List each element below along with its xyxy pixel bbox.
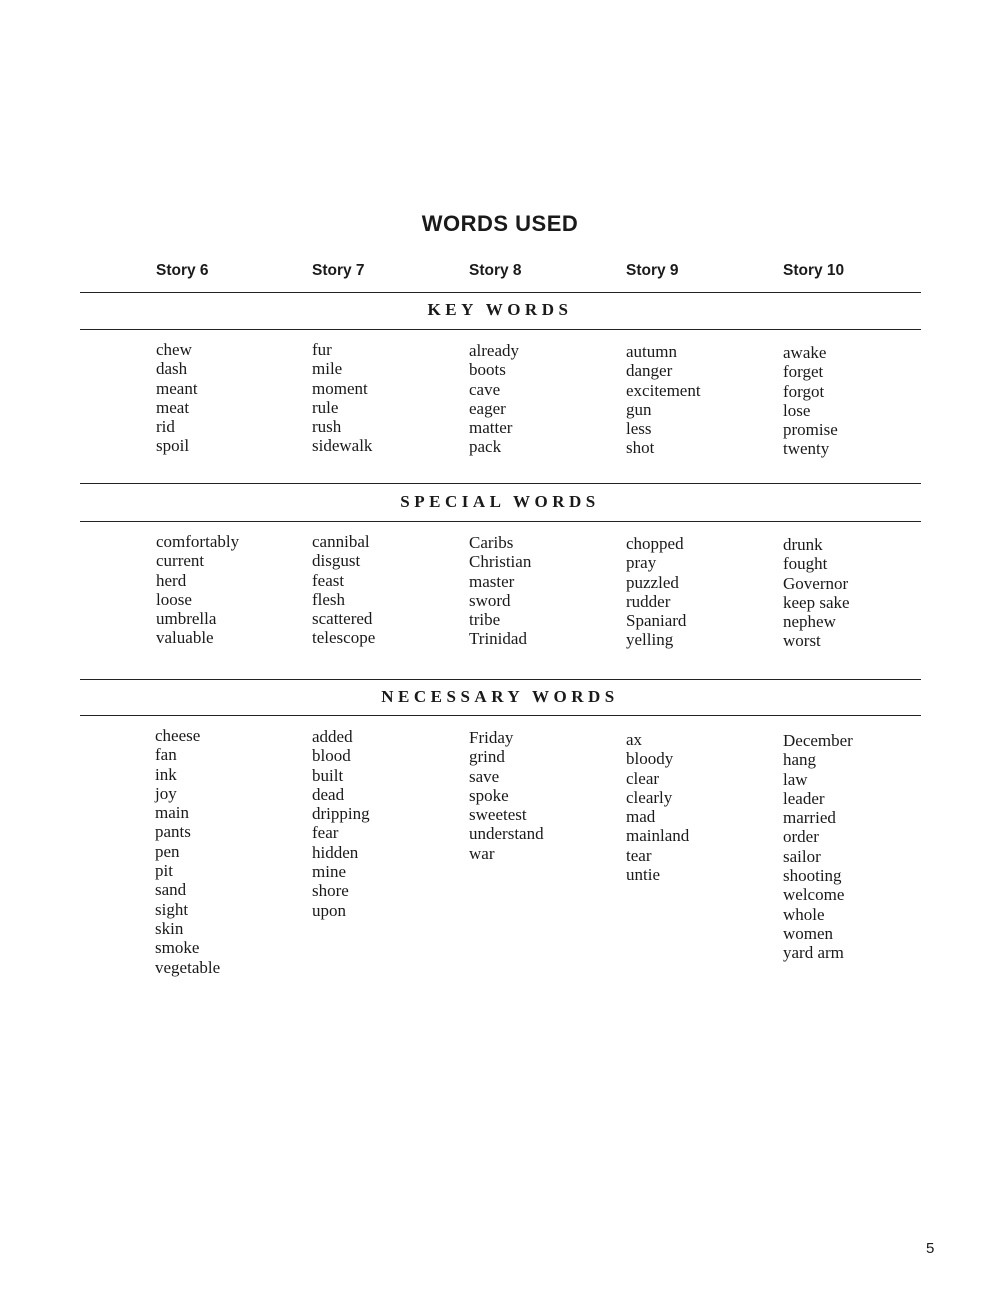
word-entry: grind	[469, 747, 505, 767]
special-words-story-6	[156, 532, 239, 648]
word-entry: clear	[626, 768, 660, 788]
word-entry: joy	[155, 783, 177, 803]
word-entry: hang	[783, 750, 817, 770]
word-entry: tear	[626, 845, 652, 865]
column-header-story-7: Story 7	[312, 262, 365, 279]
column-header-story-10: Story 10	[783, 262, 845, 279]
word-entry: fan	[155, 745, 177, 765]
word-entry: shooting	[783, 866, 842, 886]
word-entry: yelling	[626, 630, 674, 650]
word-entry: gun	[626, 399, 652, 419]
word-entry: puzzled	[626, 572, 679, 592]
word-entry: less	[626, 419, 652, 439]
word-entry: master	[469, 571, 515, 591]
word-entry: meant	[156, 378, 198, 398]
special-words-story-8	[469, 533, 531, 649]
word-entry: shot	[626, 438, 655, 458]
word-entry: women	[783, 923, 834, 943]
column-header-story-6: Story 6	[156, 262, 209, 279]
word-entry: smoke	[155, 938, 200, 958]
word-entry: mine	[312, 862, 346, 882]
word-entry: lose	[783, 400, 811, 420]
special-words-story-7	[312, 532, 375, 648]
word-entry: comfortably	[156, 532, 240, 551]
column-header-story-9: Story 9	[626, 262, 679, 279]
word-entry: drunk	[783, 535, 823, 554]
word-entry: fur	[312, 340, 332, 359]
word-entry: bloody	[626, 749, 674, 769]
word-entry: Friday	[469, 728, 514, 747]
key-words-story-9	[626, 342, 701, 458]
word-entry: rule	[312, 397, 339, 417]
word-entry: cave	[469, 379, 501, 399]
word-entry: sweetest	[469, 805, 527, 825]
special-words-story-10	[783, 535, 850, 651]
word-entry: whole	[783, 904, 825, 924]
word-entry: added	[312, 727, 353, 746]
word-entry: autumn	[626, 342, 677, 361]
necessary-words-story-7	[312, 727, 370, 920]
word-entry: rudder	[626, 591, 671, 611]
word-entry: pray	[626, 553, 657, 573]
word-entry: forgot	[783, 381, 825, 401]
word-entry: rush	[312, 417, 342, 437]
page-title: WORDS USED	[421, 211, 579, 236]
word-entry: tribe	[469, 610, 501, 630]
word-entry: Caribs	[469, 533, 514, 552]
word-entry: untie	[626, 865, 660, 885]
word-entry: Christian	[469, 552, 532, 572]
word-entry: current	[156, 551, 205, 571]
word-entry: save	[469, 766, 500, 786]
word-entry: fear	[312, 823, 339, 843]
divider-rule	[80, 483, 921, 484]
word-entry: sailor	[783, 846, 821, 866]
word-entry: pit	[155, 861, 173, 881]
word-entry: spoke	[469, 785, 509, 805]
word-entry: sidewalk	[312, 436, 373, 456]
word-entry: forget	[783, 362, 824, 382]
word-entry: boots	[469, 360, 506, 380]
word-entry: telescope	[312, 628, 376, 648]
word-entry: disgust	[312, 551, 361, 571]
page-number: 5	[926, 1240, 935, 1257]
word-entry: dash	[156, 359, 188, 379]
column-header-story-8: Story 8	[469, 262, 522, 279]
word-entry: Trinidad	[469, 629, 527, 649]
necessary-words-story-9	[626, 730, 689, 884]
word-entry: herd	[156, 570, 187, 590]
word-entry: pack	[469, 437, 502, 457]
key-words-story-8	[469, 341, 519, 457]
word-entry: December	[783, 731, 853, 750]
divider-rule	[80, 679, 921, 680]
section-title-special-words: SPECIAL WORDS	[400, 492, 600, 511]
word-entry: rid	[156, 417, 175, 437]
key-words-story-7	[312, 340, 372, 456]
word-entry: upon	[312, 900, 346, 920]
section-title-necessary-words: NECESSARY WORDS	[381, 687, 619, 706]
word-entry: hidden	[312, 842, 359, 862]
word-entry: law	[783, 769, 808, 789]
word-entry: cannibal	[312, 532, 370, 551]
divider-rule	[80, 292, 921, 293]
word-entry: chopped	[626, 534, 684, 553]
word-entry: promise	[783, 420, 838, 440]
word-entry: umbrella	[156, 609, 217, 629]
word-entry: meat	[156, 397, 190, 417]
word-entry: dead	[312, 784, 345, 804]
word-entry: Governor	[783, 573, 849, 593]
word-entry: mile	[312, 359, 343, 379]
word-entry: nephew	[783, 612, 836, 632]
word-entry: mainland	[626, 826, 690, 846]
word-entry: sight	[155, 899, 189, 919]
word-entry: cheese	[155, 726, 201, 745]
necessary-words-story-10	[783, 731, 853, 963]
word-entry: worst	[783, 631, 821, 651]
word-entry: already	[469, 341, 520, 360]
word-entry: sand	[155, 880, 187, 900]
special-words-story-9	[626, 534, 686, 650]
word-entry: awake	[783, 343, 827, 362]
section-title-key-words: KEY WORDS	[427, 300, 573, 319]
word-entry: yard arm	[783, 943, 844, 963]
word-entry: main	[155, 803, 189, 823]
word-entry: married	[783, 808, 836, 828]
word-entry: valuable	[156, 628, 214, 648]
key-words-story-10	[783, 343, 838, 459]
word-entry: built	[312, 765, 344, 785]
word-entry: moment	[312, 378, 368, 398]
word-entry: skin	[155, 918, 184, 938]
word-entry: dripping	[312, 804, 370, 824]
word-entry: twenty	[783, 439, 830, 459]
divider-rule	[80, 715, 921, 716]
word-entry: spoil	[156, 436, 190, 456]
word-entry: chew	[156, 340, 192, 359]
divider-rule	[80, 521, 921, 522]
necessary-words-story-6	[155, 726, 220, 977]
word-entry: pants	[155, 822, 191, 842]
word-entry: welcome	[783, 885, 845, 905]
key-words-story-6	[156, 340, 198, 456]
word-entry: mad	[626, 807, 656, 827]
word-entry: vegetable	[155, 957, 221, 977]
word-entry: ink	[155, 764, 177, 784]
word-entry: matter	[469, 418, 513, 438]
word-entry: fought	[783, 554, 828, 574]
word-entry: war	[469, 843, 495, 863]
word-entry: shore	[312, 881, 349, 901]
word-entry: scattered	[312, 609, 373, 629]
word-entry: feast	[312, 570, 345, 590]
story-column-headers	[0, 262, 1000, 286]
divider-rule	[80, 329, 921, 330]
necessary-words-story-8	[469, 728, 544, 863]
word-entry: understand	[469, 824, 544, 844]
word-entry: ax	[626, 730, 643, 749]
word-entry: pen	[155, 841, 180, 861]
word-entry: excitement	[626, 380, 701, 400]
word-entry: blood	[312, 746, 351, 766]
word-entry: loose	[156, 589, 192, 609]
word-entry: leader	[783, 788, 825, 808]
word-entry: Spaniard	[626, 611, 687, 631]
word-entry: eager	[469, 398, 506, 418]
word-entry: danger	[626, 361, 673, 381]
word-entry: clearly	[626, 787, 673, 807]
word-entry: keep sake	[783, 592, 850, 612]
word-entry: sword	[469, 590, 511, 610]
word-entry: order	[783, 827, 819, 847]
word-entry: flesh	[312, 589, 346, 609]
